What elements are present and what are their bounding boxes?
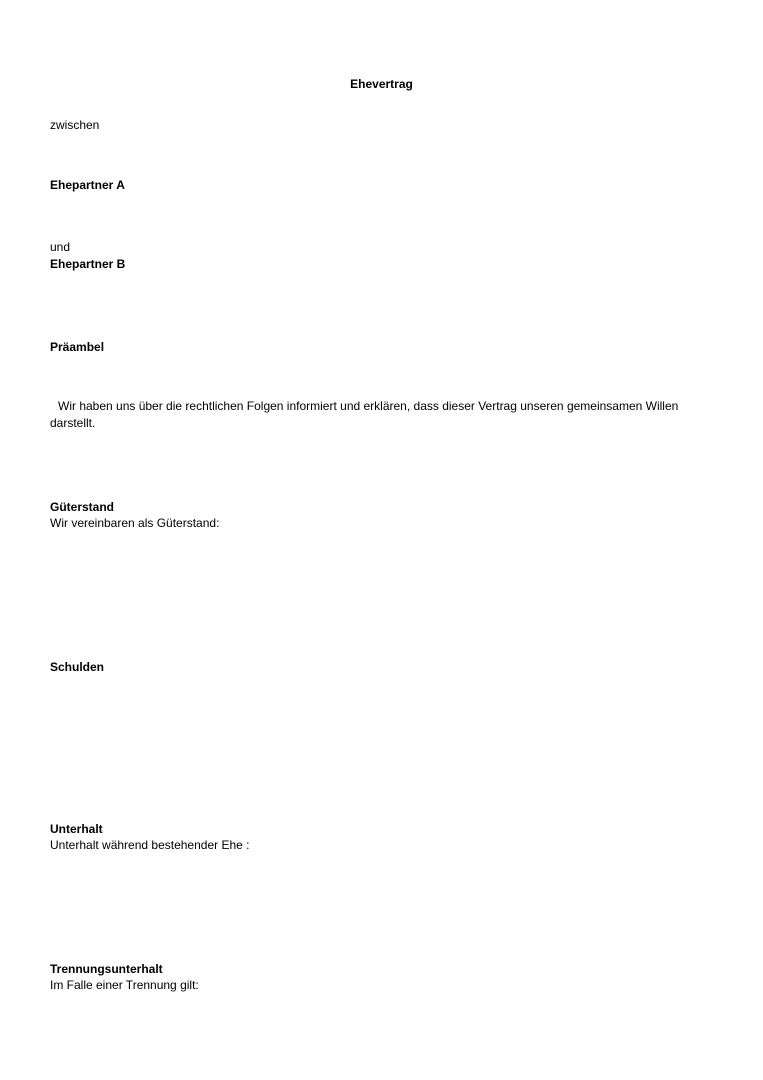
preamble-text: Wir haben uns über die rechtlichen Folgen informiert und erklären, dass dieser Vertrag unseren gemeinsamen Willen darstellt. — [50, 399, 679, 430]
document-title: Ehevertrag — [350, 77, 413, 91]
property-regime-heading: Güterstand — [50, 500, 115, 514]
maintenance-text: Unterhalt während bestehender Ehe : — [50, 838, 250, 852]
separation-maintenance-text: Im Falle einer Trennung gilt: — [50, 978, 199, 992]
property-regime-text: Wir vereinbaren als Güterstand: — [50, 516, 220, 530]
and-text: und — [50, 240, 71, 254]
party-b-label: Ehepartner B — [50, 257, 126, 271]
between-text: zwischen — [50, 118, 100, 132]
maintenance-heading: Unterhalt — [50, 822, 103, 836]
debts-heading: Schulden — [50, 660, 105, 674]
separation-maintenance-heading: Trennungsunterhalt — [50, 962, 163, 976]
party-a-label: Ehepartner A — [50, 178, 125, 192]
preamble-heading: Präambel — [50, 340, 105, 354]
